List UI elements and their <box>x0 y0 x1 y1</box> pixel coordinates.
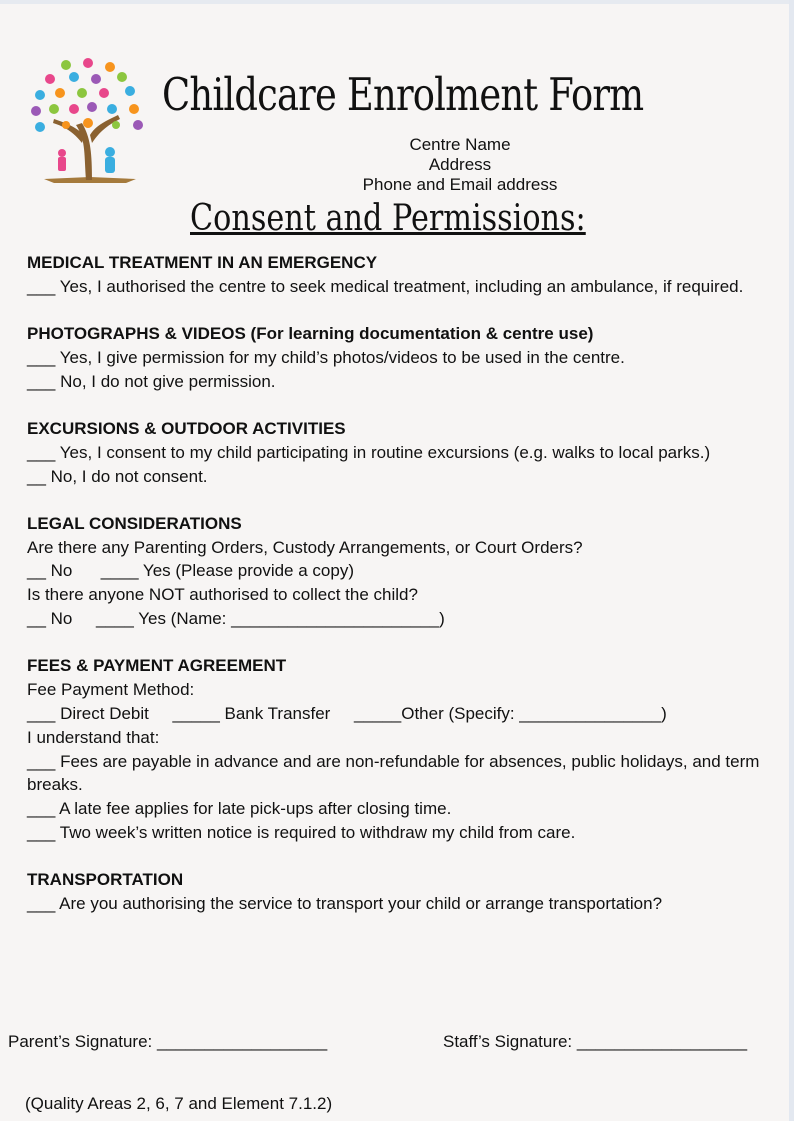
consent-line[interactable]: ___ Two week’s written notice is required to withdraw my child from care. <box>27 822 576 842</box>
section-heading: MEDICAL TREATMENT IN AN EMERGENCY <box>27 253 378 272</box>
centre-info <box>300 135 620 195</box>
question-line: Is there anyone NOT authorised to collect the child? <box>27 585 418 605</box>
consent-line[interactable]: ___ No, I do not give permission. <box>27 371 276 391</box>
centre-contact: Phone and Email address <box>362 175 558 194</box>
tree-logo-icon <box>26 55 156 190</box>
parent-signature-field[interactable]: Parent’s Signature: __________________ <box>8 1032 328 1051</box>
consent-line[interactable]: __ No, I do not consent. <box>27 466 208 486</box>
centre-address: Address <box>428 155 492 174</box>
section-heading: PHOTOGRAPHS & VIDEOS (For learning documentation & centre use) <box>27 324 594 344</box>
section-legal <box>27 512 787 631</box>
section-heading: EXCURSIONS & OUTDOOR ACTIVITIES <box>27 418 346 438</box>
page-right-edge <box>789 0 794 1121</box>
form-title: Childcare Enrolment Form <box>162 68 644 121</box>
consent-line[interactable]: ___ Yes, I consent to my child participating in routine excursions (e.g. walks to local parks.) <box>27 442 711 462</box>
consent-sections <box>27 251 787 939</box>
consent-line[interactable]: __ No ____ Yes (Please provide a copy) <box>27 561 354 581</box>
section-heading: LEGAL CONSIDERATIONS <box>27 513 242 533</box>
footnote: (Quality Areas 2, 6, 7 and Element 7.1.2) <box>25 1094 333 1113</box>
question-line: Are there any Parenting Orders, Custody Arrangements, or Court Orders? <box>27 537 583 557</box>
section-medical <box>27 251 787 299</box>
section-excursions <box>27 417 787 488</box>
centre-name: Centre Name <box>409 135 511 154</box>
consent-line[interactable]: ___ Yes, I give permission for my child’s photos/videos to be used in the centre. <box>27 347 625 367</box>
consent-line[interactable]: ___ Fees are payable in advance and are non-refundable for absences, public holidays, and term breaks. <box>27 751 760 795</box>
question-line: I understand that: <box>27 727 160 747</box>
question-line: Fee Payment Method: <box>27 680 195 700</box>
page-top-edge <box>0 0 794 4</box>
consent-line[interactable]: ___ Yes, I authorised the centre to seek medical treatment, including an ambulance, if required. <box>27 276 744 296</box>
section-photos <box>27 322 787 393</box>
section-fees <box>27 654 787 844</box>
section-heading: TRANSPORTATION <box>27 870 184 890</box>
section-transport <box>27 868 787 916</box>
consent-line[interactable]: __ No ____ Yes (Name: ______________________) <box>27 609 445 629</box>
section-title: Consent and Permissions: <box>190 198 586 239</box>
consent-line[interactable]: ___ A late fee applies for late pick-ups after closing time. <box>27 799 452 819</box>
staff-signature-field[interactable]: Staff’s Signature: __________________ <box>443 1032 748 1051</box>
consent-line[interactable]: ___ Direct Debit _____ Bank Transfer _____Other (Specify: _______________) <box>27 703 667 723</box>
section-heading: FEES & PAYMENT AGREEMENT <box>27 656 287 676</box>
consent-line[interactable]: ___ Are you authorising the service to transport your child or arrange transportation? <box>27 894 663 914</box>
